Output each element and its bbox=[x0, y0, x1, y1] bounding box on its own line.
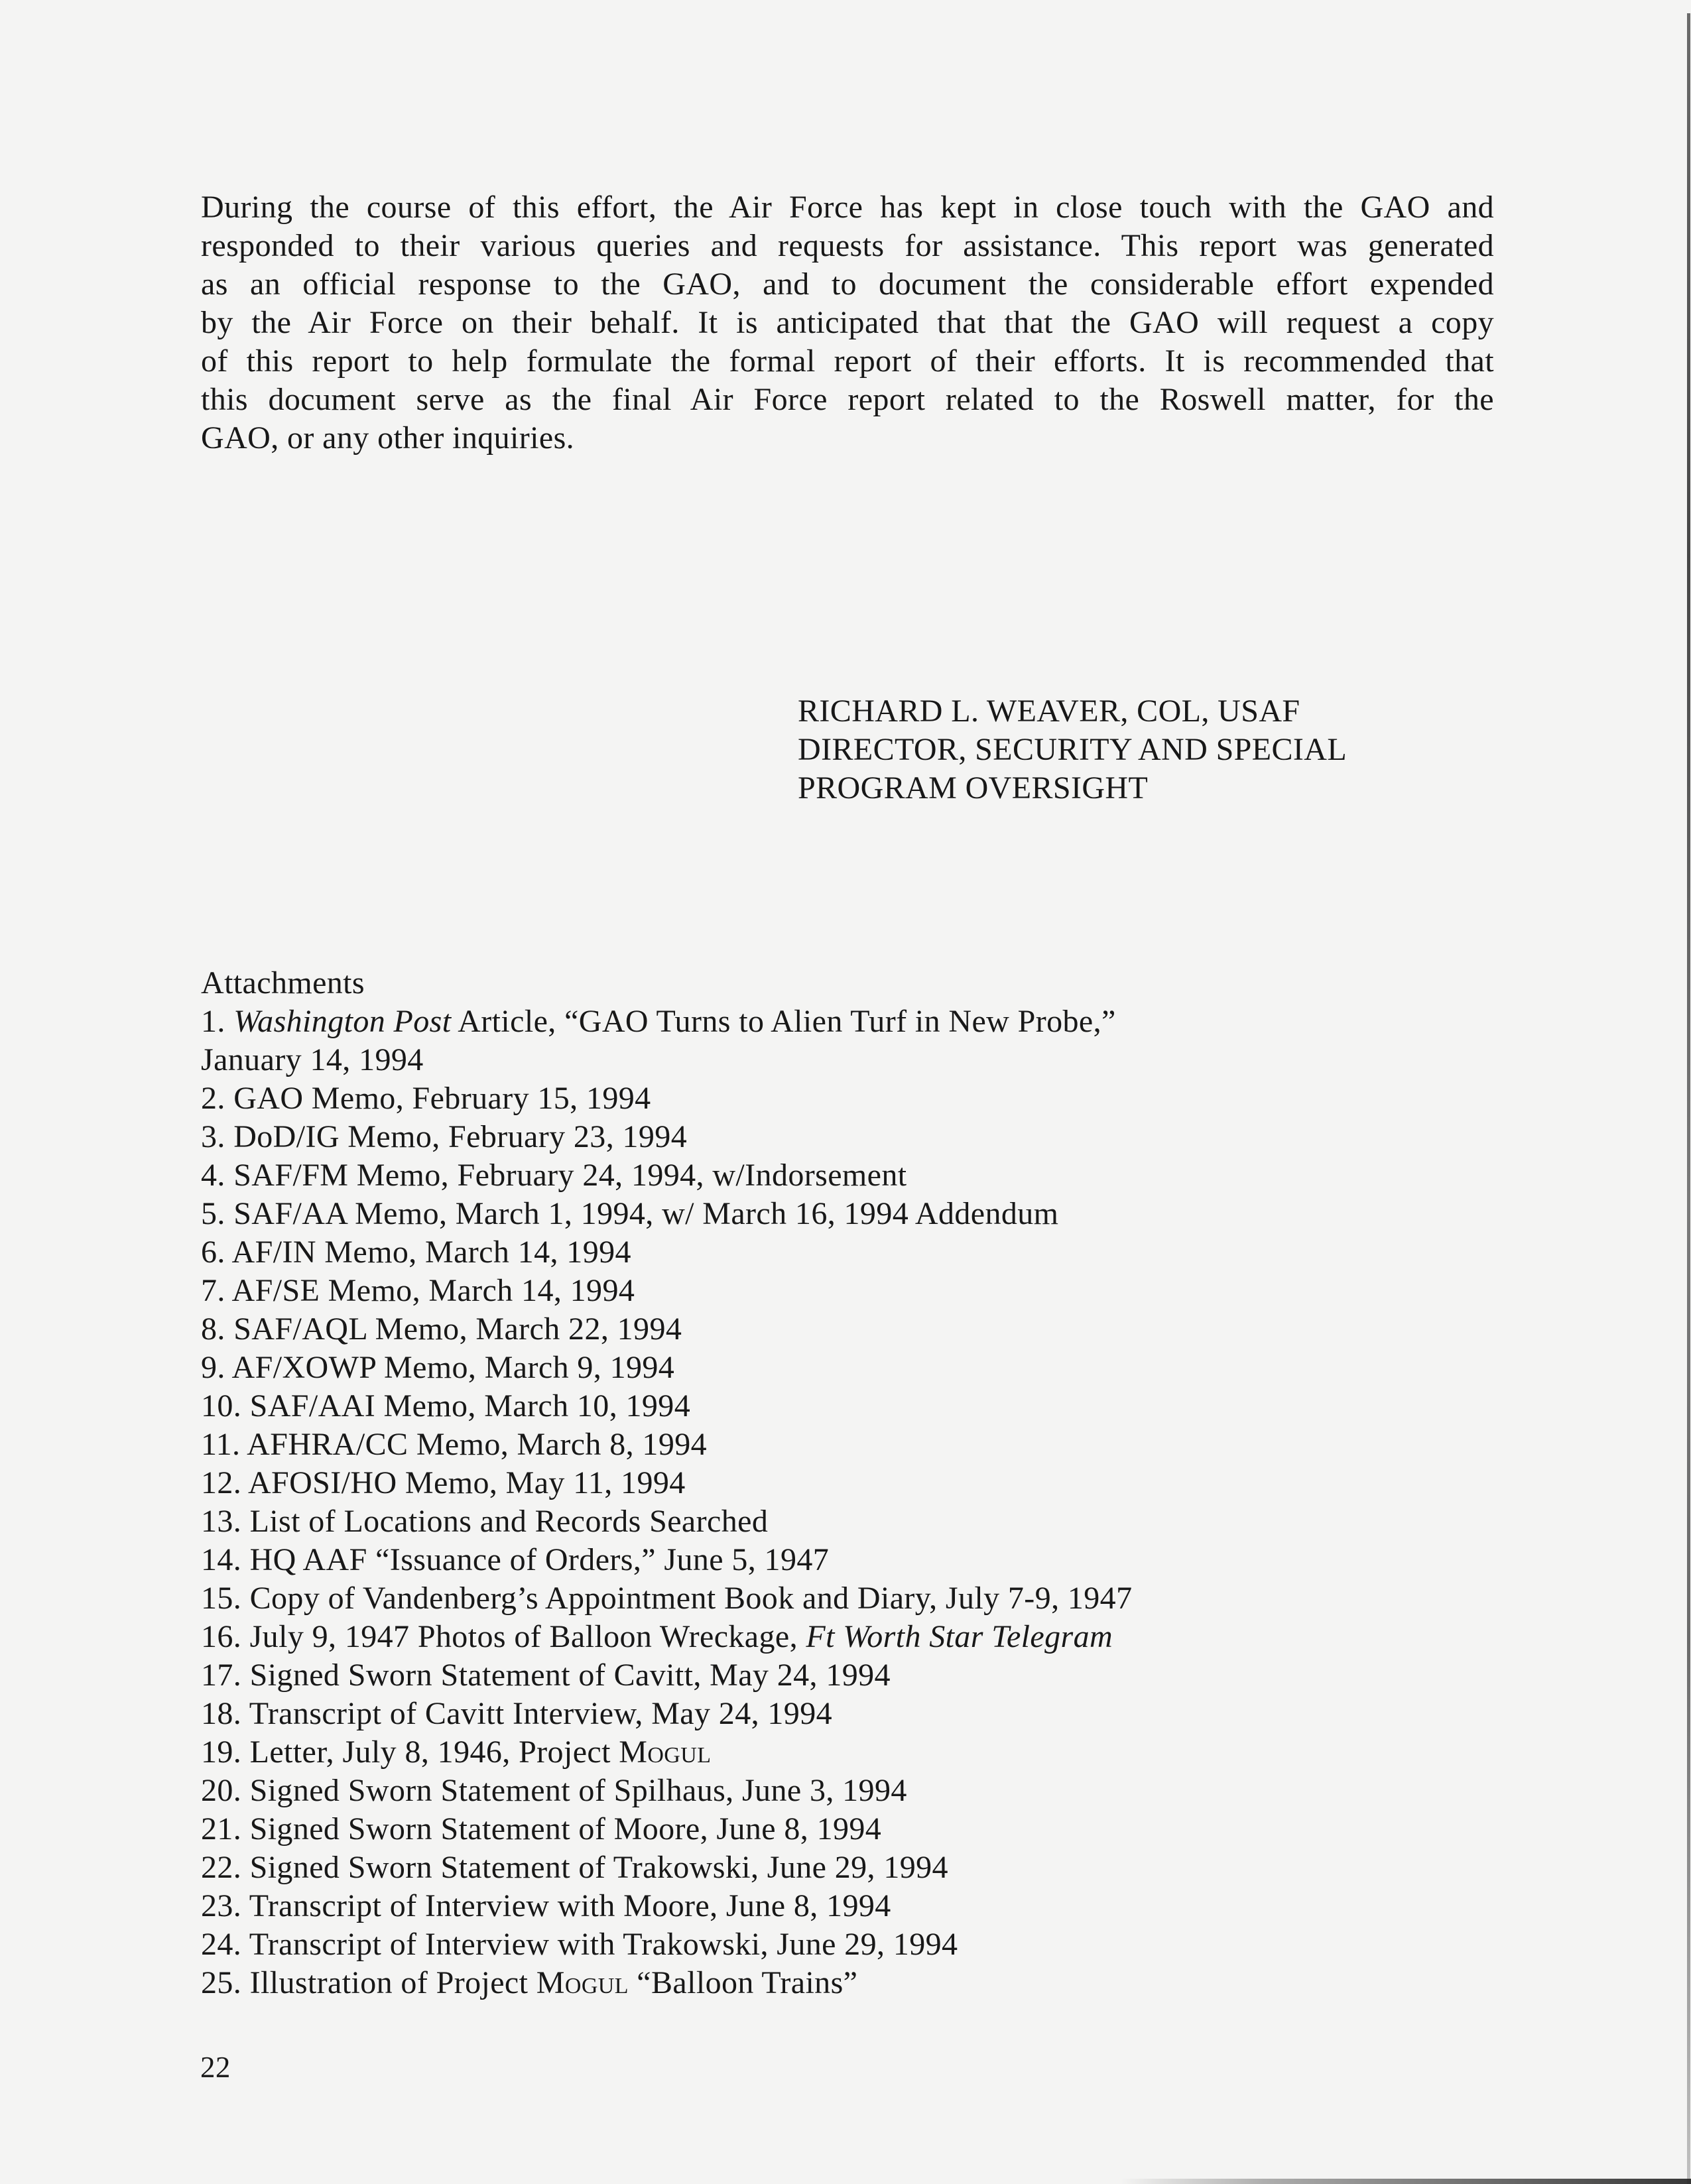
text-segment: 2. GAO Memo, February 15, 1994 bbox=[201, 1081, 651, 1116]
paragraph-line: responded to their various queries and requests for assistance. This report was generated bbox=[201, 228, 1494, 263]
attachment-line bbox=[201, 1387, 1560, 1426]
italic-text: Ft Worth Star Telegram bbox=[806, 1619, 1113, 1654]
attachment-line bbox=[201, 1195, 1560, 1233]
text-segment: 9. AF/XOWP Memo, March 9, 1994 bbox=[201, 1350, 675, 1385]
signature-line: RICHARD L. WEAVER, COL, USAF bbox=[798, 694, 1300, 729]
attachment-line bbox=[201, 1464, 1560, 1502]
attachments-block bbox=[201, 964, 1560, 2002]
text-segment: 13. List of Locations and Records Searched bbox=[201, 1504, 769, 1539]
text-segment: 8. SAF/AQL Memo, March 22, 1994 bbox=[201, 1311, 682, 1347]
text-segment: 19. Letter, July 8, 1946, Project bbox=[201, 1734, 619, 1770]
smallcaps-text: Mogul bbox=[536, 1965, 629, 2000]
paragraph-line: as an official response to the GAO, and to document the considerable effort expended bbox=[201, 267, 1494, 302]
attachment-line bbox=[201, 1656, 1560, 1695]
attachment-line bbox=[201, 1502, 1560, 1541]
paragraph-line: this document serve as the final Air Force report related to the Roswell matter, for the bbox=[201, 382, 1494, 417]
text-segment: 6. AF/IN Memo, March 14, 1994 bbox=[201, 1235, 631, 1270]
text-segment: 3. DoD/IG Memo, February 23, 1994 bbox=[201, 1119, 688, 1154]
attachments-heading: Attachments bbox=[201, 965, 365, 1001]
text-segment: 4. SAF/FM Memo, February 24, 1994, w/Indorsement bbox=[201, 1158, 907, 1193]
signature-line: PROGRAM OVERSIGHT bbox=[798, 770, 1149, 806]
text-segment: “Balloon Trains” bbox=[628, 1965, 858, 2000]
italic-text: Washington Post bbox=[233, 1004, 452, 1039]
paragraph-line: by the Air Force on their behalf. It is anticipated that that the GAO will request a copy bbox=[201, 305, 1494, 340]
text-segment: 23. Transcript of Interview with Moore, June 8, 1994 bbox=[201, 1888, 891, 1923]
attachment-line bbox=[201, 1156, 1560, 1195]
page-number: 22 bbox=[200, 2051, 231, 2084]
paragraph-line: GAO, or any other inquiries. bbox=[201, 420, 575, 455]
attachment-line bbox=[201, 1310, 1560, 1349]
text-segment: 17. Signed Sworn Statement of Cavitt, May 24, 1994 bbox=[201, 1658, 891, 1693]
text-segment: 24. Transcript of Interview with Trakowski, June 29, 1994 bbox=[201, 1927, 958, 1962]
right-edge-scan-line bbox=[1687, 13, 1690, 2184]
paragraph-line: of this report to help formulate the formal report of their efforts. It is recommended that bbox=[201, 343, 1494, 379]
attachment-line bbox=[201, 1541, 1560, 1579]
attachment-line bbox=[201, 1272, 1560, 1310]
text-segment: 21. Signed Sworn Statement of Moore, June 8, 1994 bbox=[201, 1811, 882, 1847]
attachment-line bbox=[201, 1233, 1560, 1272]
text-segment: 14. HQ AAF “Issuance of Orders,” June 5, 1947 bbox=[201, 1542, 830, 1577]
attachment-line bbox=[201, 1426, 1560, 1464]
body-paragraph bbox=[201, 188, 1494, 457]
attachments-list bbox=[201, 1002, 1560, 2002]
attachment-line bbox=[201, 1041, 1560, 1079]
attachment-line bbox=[201, 1579, 1560, 1618]
signature-block bbox=[798, 692, 1347, 808]
attachment-line bbox=[201, 1079, 1560, 1118]
text-segment: 11. AFHRA/CC Memo, March 8, 1994 bbox=[201, 1427, 708, 1462]
attachment-line bbox=[201, 1002, 1560, 1041]
text-segment: 7. AF/SE Memo, March 14, 1994 bbox=[201, 1273, 635, 1308]
paragraph-line: During the course of this effort, the Air Force has kept in close touch with the GAO and bbox=[201, 190, 1494, 225]
attachment-line bbox=[201, 1887, 1560, 1925]
text-segment: 25. Illustration of Project bbox=[201, 1965, 536, 2000]
smallcaps-text: Mogul bbox=[619, 1734, 712, 1770]
text-segment: 22. Signed Sworn Statement of Trakowski, June 29, 1994 bbox=[201, 1850, 948, 1885]
attachment-line bbox=[201, 1810, 1560, 1849]
text-segment: 12. AFOSI/HO Memo, May 11, 1994 bbox=[201, 1465, 686, 1500]
text-segment: 5. SAF/AA Memo, March 1, 1994, w/ March 16, 1994 Addendum bbox=[201, 1196, 1059, 1231]
attachment-line bbox=[201, 1118, 1560, 1156]
text-segment: 18. Transcript of Cavitt Interview, May 24, 1994 bbox=[201, 1696, 832, 1731]
attachment-line bbox=[201, 1849, 1560, 1887]
bottom-edge-scan-band bbox=[1121, 2179, 1691, 2184]
attachment-line bbox=[201, 1618, 1560, 1656]
text-segment: 1. bbox=[201, 1004, 234, 1039]
text-segment: 15. Copy of Vandenberg’s Appointment Book and Diary, July 7-9, 1947 bbox=[201, 1581, 1133, 1616]
attachment-line bbox=[201, 1964, 1560, 2002]
text-segment: January 14, 1994 bbox=[201, 1042, 424, 1077]
attachment-line bbox=[201, 1695, 1560, 1733]
attachment-line bbox=[201, 1772, 1560, 1810]
text-segment: 10. SAF/AAI Memo, March 10, 1994 bbox=[201, 1388, 691, 1424]
attachment-line bbox=[201, 1925, 1560, 1964]
text-segment: 16. July 9, 1947 Photos of Balloon Wreckage, bbox=[201, 1619, 806, 1654]
text-segment: Article, “GAO Turns to Alien Turf in New Probe,” bbox=[451, 1004, 1116, 1039]
signature-line: DIRECTOR, SECURITY AND SPECIAL bbox=[798, 732, 1347, 767]
text-segment: 20. Signed Sworn Statement of Spilhaus, June 3, 1994 bbox=[201, 1773, 907, 1808]
attachment-line bbox=[201, 1733, 1560, 1772]
attachment-line bbox=[201, 1349, 1560, 1387]
